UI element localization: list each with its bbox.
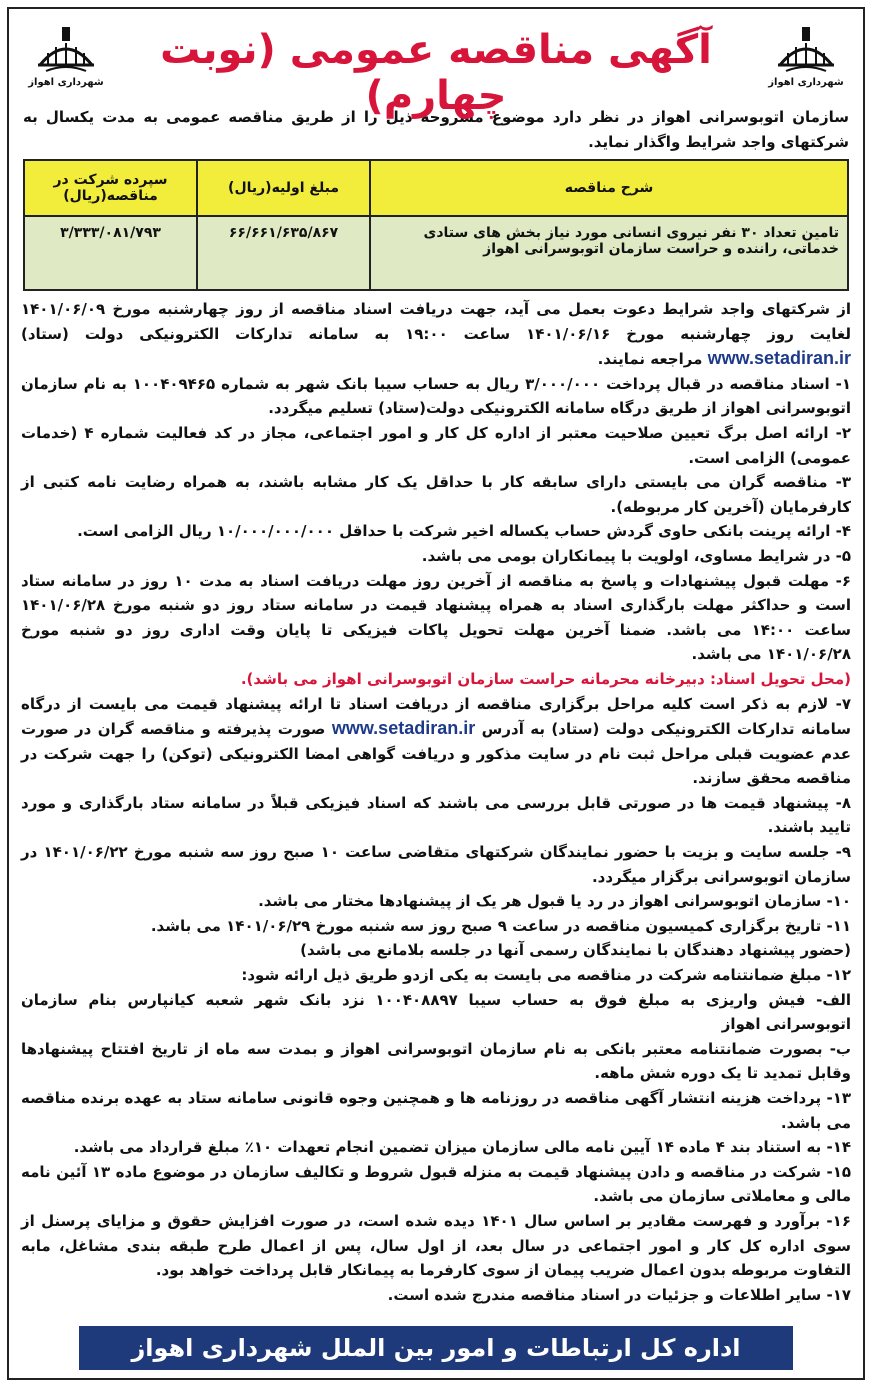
condition-item: ۳- مناقصه گران می بایستی دارای سابقه کار با حداقل یک کار مشابه باشند، به همراه رضایت نامه کتبی از کارفرمایان (آخرین کار مربوطه).: [21, 473, 851, 516]
cell-initial-amount: ۶۶/۶۶۱/۶۳۵/۸۶۷: [197, 216, 370, 290]
logo-text: شهرداری اهواز: [768, 77, 844, 88]
table-row: [24, 216, 848, 290]
condition-subitem: ب- بصورت ضمانتنامه معتبر بانکی به نام سازمان اتوبوسرانی اهواز و بمدت سه ماه از تاریخ افتتاح پیشنهادها وقابل تمدید تا یک دوره شش ماهه.: [21, 1039, 851, 1083]
condition-item: ۱۱- تاریخ برگزاری کمیسیون مناقصه در ساعت ۹ صبح روز سه شنبه مورخ ۱۴۰۱/۰۶/۲۹ می باشد.: [150, 916, 851, 935]
table-header-row: [24, 160, 848, 216]
invitation-text-end: مراجعه نمایند.: [597, 350, 703, 369]
invitation-text: از شرکتهای واجد شرایط دعوت بعمل می آید، جهت دریافت اسناد مناقصه از روز چهارشنبه مورخ ۱۴۰۱/۰۶/۰۹ لغایت روز چهارشنبه مورخ ۱۴۰۱/۰۶/۱۶ ساعت ۱۹:۰۰ به سامانه تدارکات الکترونیکی دولت (ستاد): [21, 300, 851, 343]
condition-item: ۲- ارائه اصل برگ تعیین صلاحیت معتبر از اداره کل کار و امور اجتماعی، مجاز در کد فعالیت شماره ۴ (خدمات عمومی) الزامی است.: [21, 423, 852, 467]
header: [9, 9, 863, 119]
setadiran-link[interactable]: www.setadiran.ir: [707, 348, 851, 369]
condition-item: ۱۳- پرداخت هزینه انتشار آگهی مناقصه در روزنامه ها و همچنین وجوه قانونی سامانه ستاد به عهده برنده مناقصه می باشد.: [21, 1089, 851, 1132]
notice-body: [9, 297, 863, 1307]
condition-item: ۱- اسناد مناقصه در قبال پرداخت ۳/۰۰۰/۰۰۰ ریال به حساب سیبا بانک شهر به شماره ۱۰۰۴۰۹۴۶۵ به نام سازمان اتوبوسرانی اهواز از طریق درگاه سامانه الکترونیکی دولت(ستاد) تسلیم میگردد.: [21, 374, 851, 418]
cell-deposit: ۳/۳۳۳/۰۸۱/۷۹۳: [24, 216, 197, 290]
intro-text: سازمان اتوبوسرانی اهواز در نظر دارد موضوع مشروحه ذیل را از طریق مناقصه عمومی به مدت یکسال به شرکتهای واجد شرایط واگذار نماید.: [23, 108, 849, 151]
page-title: آگهی مناقصه عمومی (نوبت چهارم): [160, 27, 712, 119]
header-initial-amount: مبلغ اولیه(ریال): [197, 160, 370, 216]
condition-text: ۷- لازم به ذکر است کلیه مراحل برگزاری مناقصه از دریافت اسناد تا ارائه پیشنهاد قیمت می بایست از درگاه سامانه تدارکات الکترونیکی دولت (ستاد) به آدرس: [21, 694, 851, 739]
municipality-logo-right: [763, 23, 849, 88]
footer-banner: اداره کل ارتباطات و امور بین الملل شهرداری اهواز: [79, 1326, 793, 1370]
cell-description: تامین تعداد ۳۰ نفر نیروی انسانی مورد نیاز بخش های ستادی خدماتی، راننده و حراست سازمان اتوبوسرانی اهواز: [370, 216, 848, 290]
condition-item: ۵- در شرایط مساوی، اولویت با پیمانکاران بومی می باشد.: [421, 546, 851, 565]
invitation-paragraph: [21, 297, 851, 372]
condition-subitem: الف- فیش واریزی به مبلغ فوق به حساب سیبا ۱۰۰۴۰۸۸۹۷ نزد بانک شهر شعبه کیانپارس بنام سازمان اتوبوسرانی اهواز: [21, 990, 852, 1034]
delivery-location-note: (محل تحویل اسناد: دبیرخانه محرمانه حراست سازمان اتوبوسرانی اهواز می باشد).: [240, 669, 851, 688]
header-deposit: سپرده شرکت در مناقصه(ریال): [24, 160, 197, 216]
condition-note: (حضور پیشنهاد دهندگان با نمایندگان رسمی آنها در جلسه بلامانع می باشد): [300, 941, 851, 960]
condition-item: ۴- ارائه پرینت بانکی حاوی گردش حساب یکساله اخیر شرکت با حداقل ۱۰/۰۰۰/۰۰۰/۰۰۰ ریال الزامی است.: [77, 522, 851, 541]
condition-item: ۶- مهلت قبول پیشنهادات و پاسخ به مناقصه از آخرین روز مهلت دریافت اسناد به مدت ۱۰ روز در سامانه ستاد است و حداکثر مهلت بارگذاری اسناد به همراه پیشنهاد قیمت در سامانه ستاد روز دو شنبه مورخ ۱۴۰۱/۰۶/۲۸ ساعت ۱۴:۰۰ می باشد. ضمنا آخرین مهلت تحویل پاکات فیزیکی تا پایان وقت اداری روز دو شنبه مورخ ۱۴۰۱/۰۶/۲۸ می باشد.: [21, 571, 852, 664]
condition-item: ۱۵- شرکت در مناقصه و دادن پیشنهاد قیمت به منزله قبول شروط و تکالیف سازمان در موضوع ماده ۱۳ آئین نامه مالی و معاملاتی سازمان می باشد.: [21, 1162, 851, 1206]
tender-table: [23, 159, 849, 291]
logo-text: شهرداری اهواز: [28, 77, 104, 88]
header-description: شرح مناقصه: [370, 160, 848, 216]
notice-page: [7, 7, 865, 1380]
setadiran-link[interactable]: www.setadiran.ir: [331, 718, 476, 739]
condition-item: ۱۷- سایر اطلاعات و جزئیات در اسناد مناقصه مندرج شده است.: [387, 1285, 851, 1304]
condition-item: ۱۲- مبلغ ضمانتنامه شرکت در مناقصه می بایست به یکی ازدو طریق ذیل ارائه شود:: [241, 966, 851, 985]
condition-item: ۱۴- به استناد بند ۴ ماده ۱۴ آیین نامه مالی سازمان میزان تضمین انجام تعهدات ۱۰٪ مبلغ قرارداد می باشد.: [73, 1138, 851, 1157]
condition-item: ۸- پیشنهاد قیمت ها در صورتی قابل بررسی می باشند که اسناد فیزیکی قبلاً در سامانه ستاد بارگذاری و مورد تایید باشند.: [21, 793, 851, 837]
municipality-logo-left: [23, 23, 109, 88]
condition-item: ۱۶- برآورد و فهرست مقادیر بر اساس سال ۱۴۰۱ دیده شده است، در صورت افزایش حقوق و مزایای پرسنل از سوی اداره کل کار و امور اجتماعی در سال بعد، از اول سال، پس از اعمال طرح طبقه بندی مشاغل، مابه التفاوت مربوطه بدون اعمال ضریب پیمان از سوی کارفرما به پیمانکار قابل پرداخت خواهد بود.: [21, 1211, 851, 1280]
condition-text: صورت پذیرفته و مناقصه گران در صورت عدم عضویت قبلی مراحل ثبت نام در سایت مذکور و دریافت گواهی امضا الکترونیکی (توکن) را جهت شرکت در مناقصه محقق سازند.: [21, 720, 851, 788]
condition-item: ۱۰- سازمان اتوبوسرانی اهواز در رد یا قبول هر یک از پیشنهادها مختار می باشد.: [258, 892, 851, 911]
condition-item: ۹- جلسه سایت و بزیت با حضور نمایندگان شرکتهای متقاضی ساعت ۱۰ صبح روز سه شنبه مورخ ۱۴۰۱/۰۶/۲۲ در سازمان اتوبوسرانی برگزار میگردد.: [21, 843, 851, 886]
bridge-logo-icon: [776, 23, 836, 75]
bridge-logo-icon: [36, 23, 96, 75]
condition-item: [21, 692, 851, 791]
